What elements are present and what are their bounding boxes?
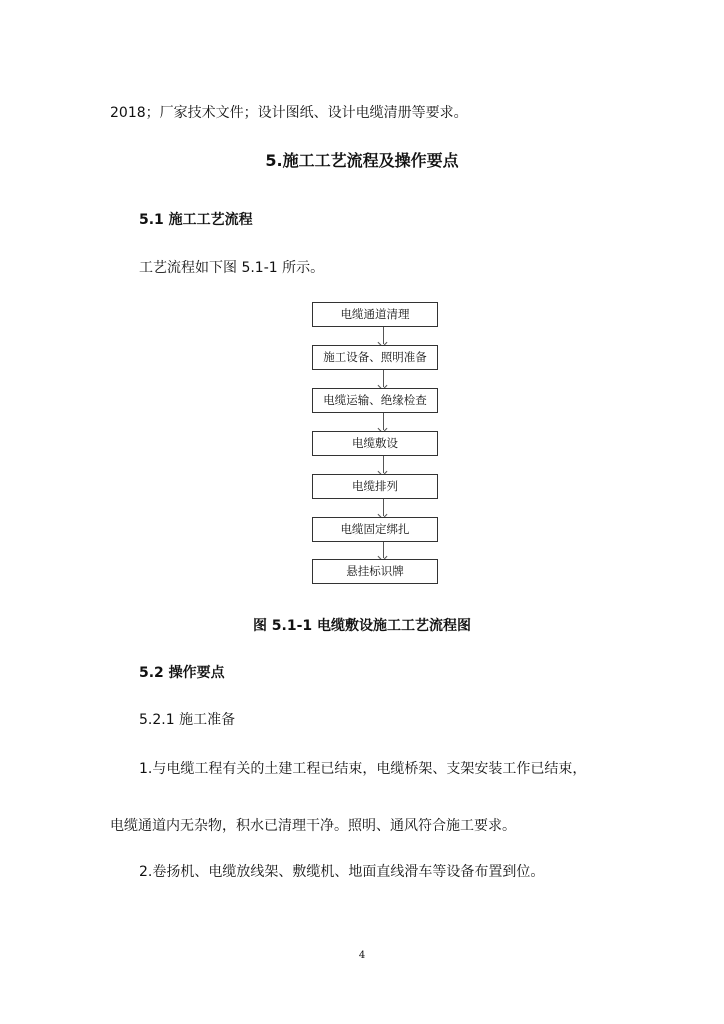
text-line: 2018；厂家技术文件；设计图纸、设计电缆清册等要求。 <box>110 105 468 121</box>
flow-arrow <box>383 370 384 387</box>
flow-step: 电缆通道清理 <box>312 302 438 327</box>
flow-arrow <box>383 456 384 473</box>
subsection-heading: 5.2 操作要点 <box>139 665 225 681</box>
flow-step: 电缆固定绑扎 <box>312 517 438 542</box>
paragraph: 1.与电缆工程有关的土建工程已结束，电缆桥架、支架安装工作已结束， <box>139 761 587 777</box>
flow-step: 电缆敷设 <box>312 431 438 456</box>
flow-arrow <box>383 413 384 430</box>
flow-arrow <box>383 327 384 344</box>
flowchart <box>312 302 440 584</box>
paragraph: 5.2.1 施工准备 <box>139 712 236 728</box>
flow-arrow <box>383 542 384 558</box>
paragraph: 电缆通道内无杂物，积水已清理干净。照明、通风符合施工要求。 <box>110 818 516 834</box>
flow-step: 悬挂标识牌 <box>312 559 438 584</box>
page-number: 4 <box>358 950 366 961</box>
flow-step: 电缆排列 <box>312 474 438 499</box>
paragraph: 工艺流程如下图 5.1-1 所示。 <box>139 260 325 276</box>
flow-arrow <box>383 499 384 516</box>
flow-step: 电缆运输、绝缘检查 <box>312 388 438 413</box>
subsection-heading: 5.1 施工工艺流程 <box>139 212 253 228</box>
paragraph: 2.卷扬机、电缆放线架、敷缆机、地面直线滑车等设备布置到位。 <box>139 864 545 880</box>
flow-step: 施工设备、照明准备 <box>312 345 438 370</box>
section-heading: 5.施工工艺流程及操作要点 <box>265 151 459 170</box>
figure-caption: 图 5.1-1 电缆敷设施工工艺流程图 <box>252 618 472 634</box>
